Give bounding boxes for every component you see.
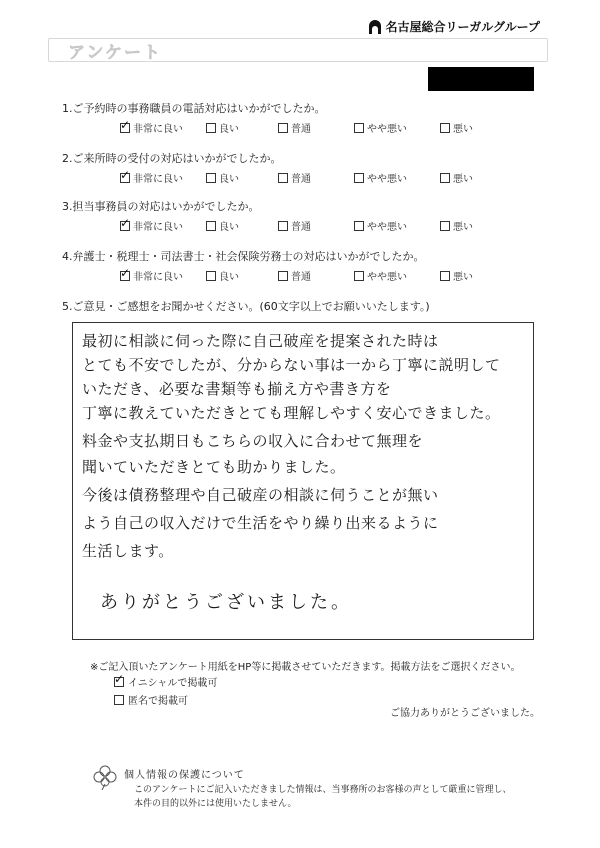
checkbox-icon[interactable] — [278, 271, 288, 281]
comment-line: 生活します。 — [82, 542, 174, 560]
question-2: 2.ご来所時の受付の対応はいかがでしたか。 — [62, 152, 282, 165]
publication-note: ※ご記入頂いたアンケート用紙をHP等に掲載させていただきます。掲載方法をご選択ください。 — [90, 662, 521, 673]
option-bad[interactable]: 悪い — [440, 218, 480, 233]
comment-line: 丁寧に教えていただきとても理解しやすく安心できました。 — [82, 404, 501, 422]
comment-line: 料金や支払期日もこちらの収入に合わせて無理を — [82, 432, 424, 450]
checkbox-icon[interactable] — [354, 271, 364, 281]
option-very-good[interactable]: ✓ 非常に良い — [120, 268, 206, 283]
privacy-body-line: 本件の目的以外には使用いたしません。 — [134, 799, 297, 809]
option-bad[interactable]: 悪い — [440, 170, 480, 185]
closing-thanks: ご協力ありがとうございました。 — [390, 708, 540, 719]
comment-line: いただき、必要な書類等も揃え方や書き方を — [82, 380, 392, 398]
comment-closing-line: ありがとうございました。 — [100, 592, 352, 613]
publication-choice-anonymous[interactable]: 匿名で掲載可 — [114, 692, 188, 707]
checkbox-icon[interactable] — [354, 173, 364, 183]
checkbox-icon[interactable] — [440, 271, 450, 281]
question-2-options — [120, 170, 480, 185]
comment-line: 最初に相談に伺った際に自己破産を提案された時は — [82, 332, 439, 350]
option-average[interactable]: 普通 — [278, 268, 354, 283]
publication-choice-initials[interactable]: ✓ イニシャルで掲載可 — [114, 674, 217, 689]
option-somewhat-bad[interactable]: やや悪い — [354, 268, 440, 283]
comment-line: 聞いていただきとても助かりました。 — [82, 458, 346, 476]
checkbox-icon[interactable] — [114, 677, 124, 687]
comment-line: よう自己の収入だけで生活をやり繰り出来るように — [82, 514, 439, 532]
option-very-good[interactable]: ✓ 非常に良い — [120, 218, 206, 233]
checkbox-icon[interactable] — [440, 221, 450, 231]
option-somewhat-bad[interactable]: やや悪い — [354, 170, 440, 185]
checkbox-icon[interactable] — [120, 173, 130, 183]
checkbox-icon[interactable] — [278, 221, 288, 231]
comment-line: 今後は債務整理や自己破産の相談に伺うことが無い — [82, 486, 439, 504]
question-3-options — [120, 218, 480, 233]
checkbox-icon[interactable] — [440, 173, 450, 183]
redacted-name-block — [428, 67, 534, 91]
option-good[interactable]: 良い — [206, 218, 278, 233]
clover-icon — [92, 764, 118, 790]
form-title: アンケート — [68, 43, 162, 63]
option-good[interactable]: 良い — [206, 268, 278, 283]
checkbox-icon[interactable] — [120, 123, 130, 133]
checkbox-icon[interactable] — [206, 123, 216, 133]
checkbox-icon[interactable] — [114, 695, 124, 705]
option-somewhat-bad[interactable]: やや悪い — [354, 218, 440, 233]
question-4: 4.弁護士・税理士・司法書士・社会保険労務士の対応はいかがでしたか。 — [62, 250, 425, 263]
question-3: 3.担当事務員の対応はいかがでしたか。 — [62, 200, 260, 213]
checkbox-icon[interactable] — [278, 173, 288, 183]
checkbox-icon[interactable] — [206, 221, 216, 231]
question-1: 1.ご予約時の事務職員の電話対応はいかがでしたか。 — [62, 102, 326, 115]
option-very-good[interactable]: ✓ 非常に良い — [120, 120, 206, 135]
option-good[interactable]: 良い — [206, 170, 278, 185]
option-bad[interactable]: 悪い — [440, 268, 480, 283]
option-very-good[interactable]: ✓ 非常に良い — [120, 170, 206, 185]
option-average[interactable]: 普通 — [278, 170, 354, 185]
comment-line: とても不安でしたが、分からない事は一から丁寧に説明して — [82, 356, 501, 374]
question-4-options — [120, 268, 480, 283]
checkbox-icon[interactable] — [440, 123, 450, 133]
checkbox-icon[interactable] — [206, 173, 216, 183]
option-good[interactable]: 良い — [206, 120, 278, 135]
brand-name: 名古屋総合リーガルグループ — [385, 20, 540, 34]
checkbox-icon[interactable] — [120, 221, 130, 231]
question-5: 5.ご意見・ご感想をお聞かせください。(60文字以上でお願いいたします。) — [62, 300, 430, 313]
checkbox-icon[interactable] — [278, 123, 288, 133]
option-average[interactable]: 普通 — [278, 120, 354, 135]
checkbox-icon[interactable] — [120, 271, 130, 281]
brand-logo — [369, 18, 540, 35]
option-bad[interactable]: 悪い — [440, 120, 480, 135]
option-somewhat-bad[interactable]: やや悪い — [354, 120, 440, 135]
question-1-options — [120, 120, 480, 135]
checkbox-icon[interactable] — [206, 271, 216, 281]
checkbox-icon[interactable] — [354, 123, 364, 133]
brand-mark-icon — [369, 20, 381, 34]
option-average[interactable]: 普通 — [278, 218, 354, 233]
checkbox-icon[interactable] — [354, 221, 364, 231]
privacy-body-line: このアンケートにご記入いただきました情報は、当事務所のお客様の声として厳重に管理し、 — [134, 785, 512, 795]
privacy-title: 個人情報の保護について — [124, 770, 245, 781]
